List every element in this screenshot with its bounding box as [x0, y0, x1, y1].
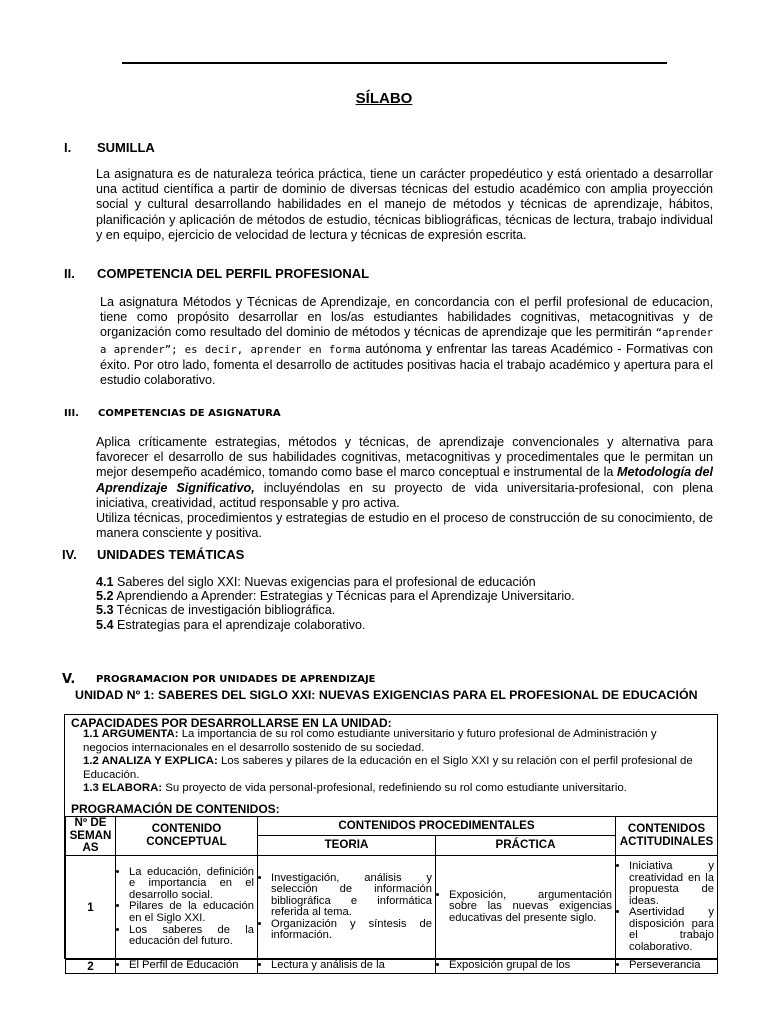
table-row: [66, 855, 718, 959]
list-item: • Exposición, argumentación sobre las nuevas exigencias educativas del presente siglo.: [449, 890, 615, 925]
conceptual-header: [116, 817, 258, 856]
section-label: PROGRAMACION POR UNIDADES DE APRENDIZAJE: [96, 674, 376, 685]
teoria-cell: [258, 855, 436, 959]
competencia-perfil-paragraph: [100, 295, 713, 388]
capacidad-item: [83, 728, 693, 755]
unidad-text: Estrategias para el aprendizaje colaborativo.: [113, 617, 366, 632]
page-title: SÍLABO: [355, 90, 413, 107]
header-text: CONTENIDOS: [627, 822, 706, 836]
top-rule: [122, 62, 667, 64]
competencia-perfil-quote: “aprender a aprender”; es decir, aprender en forma: [100, 327, 713, 356]
section-number: IV.: [62, 547, 77, 562]
unidad-text: Técnicas de investigación bibliográfica.: [113, 603, 336, 618]
unidad-code: 5.2: [96, 589, 114, 604]
header-text: ACTITUDINALES: [619, 834, 714, 848]
practica-header: PRÁCTICA: [436, 836, 616, 855]
list-item: • Lectura y análisis de la: [271, 960, 435, 972]
list-item: • Asertividad y disposición para el trabajo colaborativo.: [629, 907, 717, 953]
competencia-perfil-text-b: autónoma y enfrentar las tareas Académico - Formativas con éxito. Por otro lado, fomenta el desarrollo de actitudes positivas hacia el trabajo académico y apertura para el estudio colaborativo.: [100, 341, 713, 388]
practica-cell: [436, 855, 616, 959]
conceptual-list: [116, 960, 257, 972]
programacion-contenidos-heading: PROGRAMACIÓN DE CONTENIDOS:: [71, 802, 280, 816]
list-item: • Los saberes de la educación del futuro.: [129, 925, 257, 948]
competencias-text-a: Aplica críticamente estrategias, métodos y técnicas, de aprendizaje convencionales y alternativa para favorecer el desarrollo de sus habilidades cognitivas, metacognitivas y procedimentales que le permitan un mejor desempeño académico, tomando como base el marco conceptual e instrumental de la: [96, 435, 713, 480]
capacidad-text: Su proyecto de vida personal-profesional, redefiniendo su rol como estudiante universitario.: [162, 782, 627, 795]
unidad-code: 5.3: [96, 603, 114, 618]
practica-list: [436, 960, 615, 972]
list-item: • Perseverancia: [629, 960, 717, 972]
section-number: II.: [64, 266, 75, 281]
teoria-list: [258, 873, 435, 943]
capacidad-code: 1.1 ARGUMENTA:: [83, 728, 179, 740]
unit-title: UNIDAD Nº 1: SABERES DEL SIGLO XXI: NUEVAS EXIGENCIAS PARA EL PROFESIONAL DE EDUCACIÓN: [75, 688, 698, 702]
list-item: • El Perfil de Educación: [129, 960, 257, 972]
table-row: [66, 959, 718, 973]
week-header: Nº DE SEMAN AS: [66, 817, 116, 856]
section-label: COMPETENCIAS DE ASIGNATURA: [98, 408, 281, 419]
capacidad-text: Los saberes y pilares de la educación en el Siglo XXI y su relación con el perfil profesional de Educación.: [83, 755, 693, 781]
table-header-row: [66, 817, 718, 836]
section-label: COMPETENCIA DEL PERFIL PROFESIONAL: [97, 266, 370, 281]
conceptual-cell: [116, 959, 258, 973]
list-item: • Organización y síntesis de información.: [271, 919, 435, 942]
header-text: CONCEPTUAL: [146, 834, 227, 848]
capacidad-code: 1.2 ANALIZA Y EXPLICA:: [83, 755, 218, 768]
unidad-item: [96, 589, 575, 603]
unidad-item: [96, 603, 575, 617]
actitudinal-header: [616, 817, 718, 856]
capacidad-item: [83, 755, 693, 782]
conceptual-list: [116, 867, 257, 948]
actitudinal-list: [616, 861, 717, 954]
competencias-text-b: incluyéndolas en su proyecto de vida universitaria-profesional, con plena iniciativa, creatividad, actitud responsable y pro activa.: [96, 480, 714, 510]
unidades-list: [96, 575, 575, 632]
practica-list: [436, 890, 615, 925]
capacidad-code: 1.3 ELABORA:: [83, 782, 163, 795]
competencias-text-c: Utiliza técnicas, procedimientos y estrategias de estudio en el proceso de construcción de su conocimiento, de manera consciente y positiva.: [96, 511, 713, 541]
capacidades-heading: CAPACIDADES POR DESARROLLARSE EN LA UNIDAD:: [71, 716, 392, 730]
practica-cell: [436, 959, 616, 973]
unidad-item: [96, 618, 575, 632]
section-number: I.: [64, 140, 72, 155]
header-text: CONTENIDO: [151, 822, 222, 836]
capacidad-item: [83, 782, 693, 796]
competencias-asignatura-paragraph: [96, 435, 713, 541]
competencias-emphasis: Metodología del Aprendizaje Significativo,: [96, 465, 713, 495]
competencia-perfil-text-a: La asignatura Métodos y Técnicas de Aprendizaje, en concordancia con el perfil profesional de educacion, tiene como propósito desarrollar en los/as estudiantes habilidades cognitivas, metacognitivas y de organización como resultado del dominio de métodos y técnicas de aprendizaje que les permitirán: [100, 295, 713, 340]
actitudinal-cell: [616, 855, 718, 959]
teoria-header: TEORIA: [258, 836, 436, 855]
list-item: • La educación, definición e importancia en el desarrollo social.: [129, 867, 257, 902]
actitudinal-list: [616, 960, 717, 972]
unidad-item: [96, 575, 575, 589]
unidad-text: Aprendiendo a Aprender: Estrategias y Técnicas para el Aprendizaje Universitario.: [113, 589, 575, 604]
unidad-code: 5.4: [96, 617, 114, 632]
actitudinal-cell: [616, 959, 718, 973]
teoria-list: [258, 960, 435, 972]
list-item: • Iniciativa y creatividad en la propuesta de ideas.: [629, 861, 717, 907]
unidad-code: 4.1: [96, 575, 114, 589]
week-cell: 1: [66, 855, 116, 959]
contenidos-table: [65, 816, 718, 974]
sumilla-paragraph: La asignatura es de naturaleza teórica práctica, tiene un carácter propedéutico y está orientado a desarrollar una actitud científica a partir de dominio de diversas técnicas del estudio académico con amplia proyección social y cultural desarrollando habilidades en el manejo de métodos y técnicas de aprendizaje, hábitos, planificación y aplicación de métodos de estudio, técnicas bibliográficas, técnicas de lectura, trabajo individual y en equipo, ejercicio de velocidad de lectura y técnicas de expresión escrita.: [96, 167, 713, 242]
week-cell: 2: [66, 959, 116, 973]
unidad-text: Saberes del siglo XXI: Nuevas exigencias para el profesional de educación: [113, 575, 536, 589]
unit-programming-box: [64, 714, 718, 973]
section-label: UNIDADES TEMÁTICAS: [97, 547, 245, 562]
procedimental-header: CONTENIDOS PROCEDIMENTALES: [258, 817, 616, 836]
list-item: • Pilares de la educación en el Siglo XXI.: [129, 901, 257, 924]
capacidades-list: [83, 728, 693, 796]
list-item: • Exposición grupal de los: [449, 960, 615, 972]
capacidad-text: La importancia de su rol como estudiante universitario y futuro profesional de Administración y negocios internacionales en el desarrollo sostenido de su sociedad.: [83, 728, 657, 754]
list-item: • Investigación, análisis y selección de información bibliográfica e informática referida al tema.: [271, 873, 435, 919]
section-number: III.: [64, 408, 79, 419]
teoria-cell: [258, 959, 436, 973]
section-number: V.: [62, 672, 76, 687]
conceptual-cell: [116, 855, 258, 959]
section-label: SUMILLA: [97, 140, 155, 155]
